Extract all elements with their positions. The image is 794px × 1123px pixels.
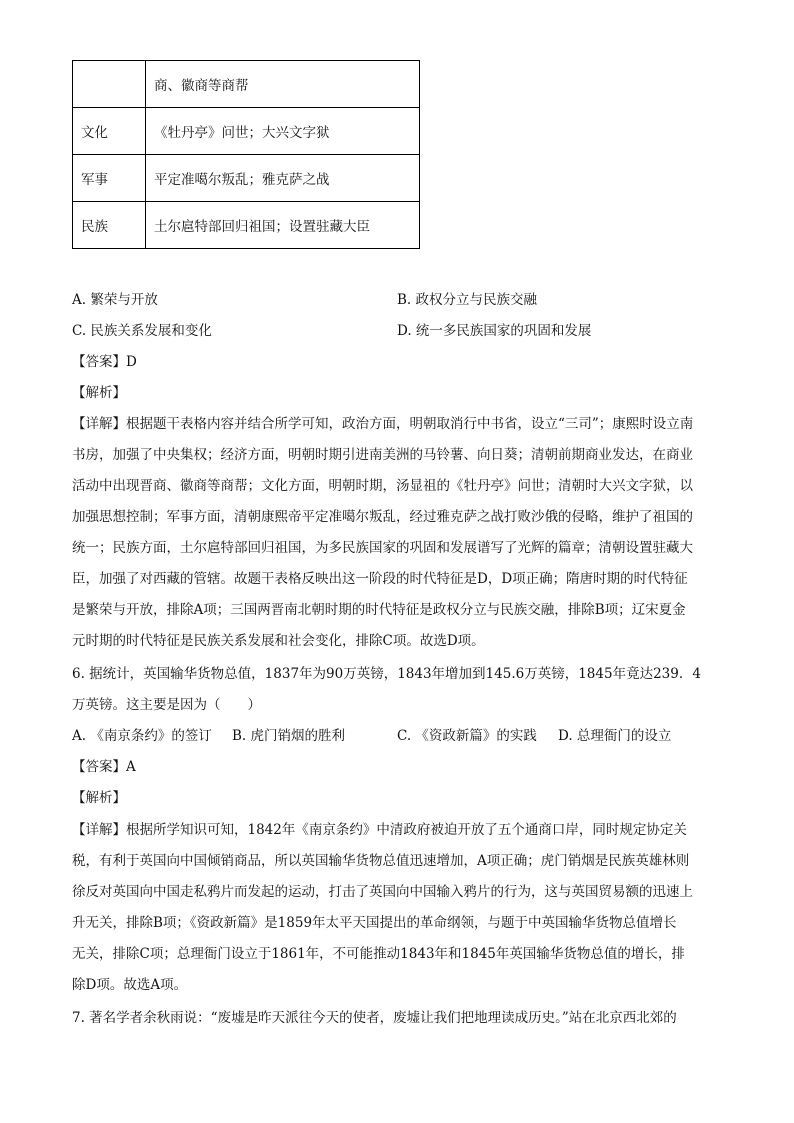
- q5-detail-line: 统一；民族方面，土尔扈特部回归祖国，为多民族国家的巩固和发展谱写了光辉的篇章；清朝设置驻藏大: [72, 540, 693, 556]
- q6-stem-line: 6. 据统计，英国输华货物总值，1837年为90万英镑，1843年增加到145.6万英镑，1845年竟达239．4: [72, 666, 701, 682]
- table-row: [73, 61, 420, 108]
- q6-detail-line: 除D项。故选A项。: [72, 977, 188, 993]
- q6-detail-line: 升无关，排除B项；《资政新篇》是1859年太平天国提出的革命纲领，与题于中英国输华货物总值增长: [72, 915, 677, 931]
- table-cell-label: 军事: [73, 155, 146, 202]
- q6-analysis-label: 【解析】: [72, 790, 126, 806]
- q5-detail-line: 【详解】根据题干表格内容并结合所学可知，政治方面，明朝取消行中书省，设立“三司”；康熙时设立南: [72, 416, 694, 432]
- table-cell-label: [73, 61, 146, 108]
- q6-detail-line: 【详解】根据所学知识可知，1842年《南京条约》中清政府被迫开放了五个通商口岸，同时规定协定关: [72, 822, 687, 838]
- q6-option-c: C. 《资政新篇》的实践: [397, 728, 537, 744]
- q5-detail-line: 书房，加强了中央集权；经济方面，明朝时期引进南美洲的马铃薯、向日葵；清朝前期商业发达，在商业: [72, 447, 693, 463]
- q5-detail-line: 臣，加强了对西藏的管辖。故题干表格反映出这一阶段的时代特征是D，D项正确；隋唐时期的时代特征: [72, 571, 688, 587]
- q5-detail-line: 加强思想控制；军事方面，清朝康熙帝平定准噶尔叛乱，经过雅克萨之战打败沙俄的侵略，维护了祖国的: [72, 509, 693, 525]
- q6-detail-line: 税，有利于英国向中国倾销商品，所以英国输华货物总值迅速增加，A项正确；虎门销烟是民族英雄林则: [72, 853, 690, 869]
- q6-detail-line: 徐反对英国向中国走私鸦片而发起的运动，打击了英国向中国输入鸦片的行为，这与英国贸易额的迅速上: [72, 884, 693, 900]
- q5-detail-line: 活动中出现晋商、徽商等商帮；文化方面，明朝时期，汤显祖的《牡丹亭》问世；清朝时大兴文字狱，以: [72, 478, 693, 494]
- table-row: [73, 155, 420, 202]
- period-features-table: [72, 60, 420, 249]
- q6-stem-line: 万英镑。这主要是因为（ ）: [72, 697, 261, 713]
- table-cell-content: 土尔扈特部回归祖国；设置驻藏大臣: [146, 202, 420, 249]
- q6-option-d: D. 总理衙门的设立: [558, 728, 672, 744]
- table-row: [73, 108, 420, 155]
- table-cell-label: 民族: [73, 202, 146, 249]
- q6-answer: 【答案】A: [72, 759, 136, 775]
- q5-option-d: D. 统一多民族国家的巩固和发展: [397, 323, 592, 339]
- q5-option-c: C. 民族关系发展和变化: [72, 323, 212, 339]
- q5-answer: 【答案】D: [72, 354, 137, 370]
- q5-detail-line: 元时期的时代特征是民族关系发展和社会变化，排除C项。故选D项。: [72, 633, 485, 649]
- table-cell-content: 《牡丹亭》问世；大兴文字狱: [146, 108, 420, 155]
- q5-option-a: A. 繁荣与开放: [72, 292, 158, 308]
- table-cell-content: 平定准噶尔叛乱；雅克萨之战: [146, 155, 420, 202]
- q6-option-b: B. 虎门销烟的胜利: [232, 728, 346, 744]
- q5-option-b: B. 政权分立与民族交融: [397, 292, 538, 308]
- q7-stem-line: 7. 著名学者余秋雨说：“废墟是昨天派往今天的使者，废墟让我们把地理读成历史。”站在北京西北郊的: [72, 1010, 677, 1026]
- q6-detail-line: 无关，排除C项；总理衙门设立于1861年，不可能推动1843年和1845年英国输华货物总值的增长，排: [72, 946, 685, 962]
- q5-detail-line: 是繁荣与开放，排除A项；三国两晋南北朝时期的时代特征是政权分立与民族交融，排除B项；辽宋夏金: [72, 602, 686, 618]
- table-cell-label: 文化: [73, 108, 146, 155]
- table-cell-content: 商、徽商等商帮: [146, 61, 420, 108]
- q6-option-a: A. 《南京条约》的签订: [72, 728, 212, 744]
- q5-analysis-label: 【解析】: [72, 385, 126, 401]
- table-row: [73, 202, 420, 249]
